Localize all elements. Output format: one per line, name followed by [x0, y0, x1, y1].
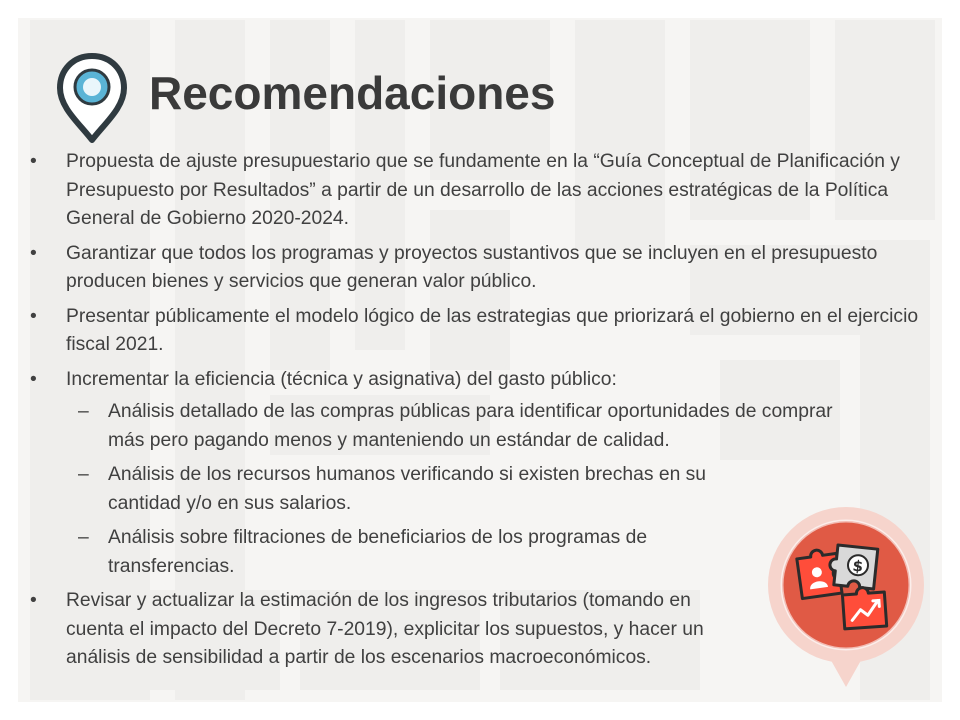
location-pin-icon — [55, 52, 129, 144]
dash-glyph: – — [78, 401, 89, 422]
svg-text:$: $ — [851, 556, 865, 576]
dash-glyph: – — [78, 527, 89, 548]
bullet-glyph: • — [30, 242, 37, 264]
sub-bullet-text: Análisis sobre filtraciones de beneficiarios de los programas de transferencias. — [108, 527, 648, 577]
bullet-glyph: • — [30, 368, 37, 390]
bullet-text: Presentar públicamente el modelo lógico de las estrategias que priorizará el gobierno en el ejercicio fiscal 2021. — [66, 305, 919, 355]
slide-title: Recomendaciones — [149, 67, 556, 119]
sub-bullet-text: Análisis de los recursos humanos verificando si existen brechas en su cantidad y/o en sus salarios. — [108, 464, 707, 514]
sub-bullet-item — [66, 398, 938, 455]
bullet-text: Propuesta de ajuste presupuestario que se fundamente en la “Guía Conceptual de Planificación y Presupuesto por Resultados” a partir de un desarrollo de las acciones estratégicas de la Política General de Gobierno 2020-2024. — [66, 151, 900, 229]
title-row — [55, 52, 555, 144]
bullet-glyph: • — [30, 151, 37, 172]
dash-glyph: – — [78, 464, 89, 485]
bullet-text: Revisar y actualizar la estimación de los ingresos tributarios (tomando en cuenta el impacto del Decreto 7-2019), explicitar los supuestos, y hacer un análisis de sensibilidad a partir de los escenarios macroeconómicos. — [66, 590, 704, 668]
puzzle-pieces-icon — [766, 505, 926, 690]
bullet-item — [28, 148, 938, 234]
bullet-item — [28, 303, 938, 360]
bullet-glyph: • — [30, 590, 37, 611]
bullet-text: Incrementar la eficiencia (técnica y asignativa) del gasto público: — [66, 368, 617, 390]
sub-bullet-text: Análisis detallado de las compras públicas para identificar oportunidades de comprar más pero pagando menos y manteniendo un estándar de calidad. — [108, 401, 833, 451]
bullet-text: Garantizar que todos los programas y proyectos sustantivos que se incluyen en el presupuesto producen bienes y servicios que generan valor público. — [66, 242, 878, 292]
bullet-glyph: • — [30, 305, 37, 327]
bullet-item — [28, 240, 938, 297]
